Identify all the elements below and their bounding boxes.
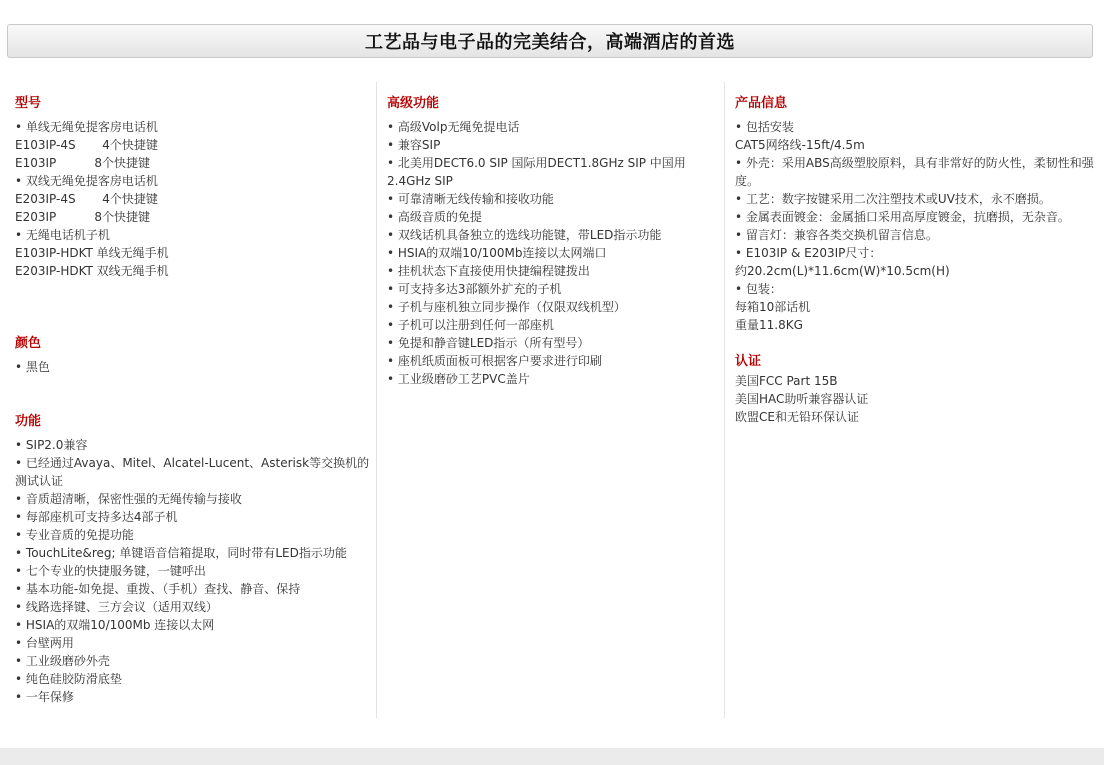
spec-line: E203IP 8个快捷键 [15,210,151,224]
spec-line: • 高级音质的免提 [387,208,687,226]
spec-line: 欧盟CE和无铅环保认证 [735,410,859,424]
spec-line: • 兼容SIP [387,136,687,154]
spec-line: E203IP-4S 4个快捷键 [15,192,158,206]
spec-line: • 包括安装 [735,118,1095,136]
spec-line: • 黑色 [15,358,370,376]
spec-line: 重量11.8KG [735,318,803,332]
advanced-list [387,118,687,388]
spec-column-right [735,82,1095,718]
spec-line: • 一年保修 [15,688,370,706]
spec-line: • 可支持多达3部额外扩充的子机 [387,280,687,298]
features-list [15,436,370,706]
color-list [15,358,370,376]
spec-line: • 工业级磨砂外壳 [15,652,370,670]
spec-line: • 基本功能-如免提、重拨、（手机）查找、静音、保持 [15,580,370,598]
spec-line: E103IP 8个快捷键 [15,156,151,170]
spec-line: • 子机与座机独立同步操作（仅限双线机型） [387,298,687,316]
spec-line: • 音质超清晰，保密性强的无绳传输与接收 [15,490,370,508]
spec-line: • 座机纸质面板可根据客户要求进行印刷 [387,352,687,370]
spec-line: • 金属表面镀金：金属插口采用高厚度镀金，抗磨损，无杂音。 [735,208,1095,226]
spec-line: 美国FCC Part 15B [735,374,838,388]
spec-line: • 七个专业的快捷服务键，一键呼出 [15,562,370,580]
spec-line: • 双线无绳免提客房电话机 [15,172,370,190]
header-banner [7,24,1093,58]
section-title-model: 型号 [15,96,42,111]
spec-line: • 可靠清晰无线传输和接收功能 [387,190,687,208]
info-section [735,95,1095,334]
spec-line: • 子机可以注册到任何一部座机 [387,316,687,334]
column-divider [724,82,725,718]
spec-line: • HSIA的双端10/100Mb连接以太网端口 [387,244,687,262]
spec-column-middle [387,82,687,718]
spec-line: • 工业级磨砂工艺PVC盖片 [387,370,687,388]
spec-line: CAT5网络线-15ft/4.5m [735,138,865,152]
model-section [15,95,370,280]
spec-line: • 外壳：采用ABS高级塑胶原料，具有非常好的防火性，柔韧性和强度。 [735,154,1095,190]
spec-line: • 线路选择键、三方会议（适用双线） [15,598,370,616]
spec-line: • 包装： [735,280,1095,298]
footer-bar [0,748,1104,765]
spec-line: • 纯色硅胶防滑底垫 [15,670,370,688]
section-title-features: 功能 [15,414,42,429]
spec-line: • 免提和静音键LED指示（所有型号） [387,334,687,352]
section-title-cert: 认证 [735,354,762,369]
spec-line: 约20.2cm(L)*11.6cm(W)*10.5cm(H) [735,264,950,278]
spec-line: • TouchLite&reg; 单键语音信箱提取，同时带有LED指示功能 [15,544,370,562]
advanced-section [387,95,687,388]
spec-line: • 北美用DECT6.0 SIP 国际用DECT1.8GHz SIP 中国用2.4GHz SIP [387,154,687,190]
spec-line: • 无绳电话机子机 [15,226,370,244]
spec-line: • 每部座机可支持多达4部子机 [15,508,370,526]
spec-line: • 已经通过Avaya、Mitel、Alcatel-Lucent、Asterisk等交换机的测试认证 [15,454,370,490]
spec-line: • E103IP & E203IP尺寸： [735,244,1095,262]
column-divider [376,82,377,718]
spec-line: E203IP-HDKT 双线无绳手机 [15,264,169,278]
spec-line: • 挂机状态下直接使用快捷编程键拨出 [387,262,687,280]
spec-column-left [15,82,370,718]
spec-line: E103IP-4S 4个快捷键 [15,138,158,152]
spec-line: • 高级Volp无绳免提电话 [387,118,687,136]
color-section [15,335,370,376]
spec-line: • 工艺：数字按键采用二次注塑技术或UV技术，永不磨损。 [735,190,1095,208]
page-title: 工艺品与电子品的完美结合，高端酒店的首选 [365,32,735,53]
spec-line: • SIP2.0兼容 [15,436,370,454]
spec-line: E103IP-HDKT 单线无绳手机 [15,246,169,260]
spec-line: • 双线话机具备独立的选线功能键，带LED指示功能 [387,226,687,244]
spec-line: 美国HAC助听兼容器认证 [735,392,869,406]
cert-section [735,353,1095,426]
cert-list [735,372,1095,426]
spec-line: • 台壁两用 [15,634,370,652]
section-title-color: 颜色 [15,336,42,351]
model-list [15,118,370,280]
section-title-info: 产品信息 [735,96,788,111]
spec-line: • 单线无绳免提客房电话机 [15,118,370,136]
spec-line: • 专业音质的免提功能 [15,526,370,544]
spec-line: • HSIA的双端10/100Mb 连接以太网 [15,616,370,634]
section-title-advanced: 高级功能 [387,96,440,111]
info-list [735,118,1095,334]
spec-line: • 留言灯：兼容各类交换机留言信息。 [735,226,1095,244]
spec-line: 每箱10部话机 [735,300,811,314]
features-section [15,413,370,706]
